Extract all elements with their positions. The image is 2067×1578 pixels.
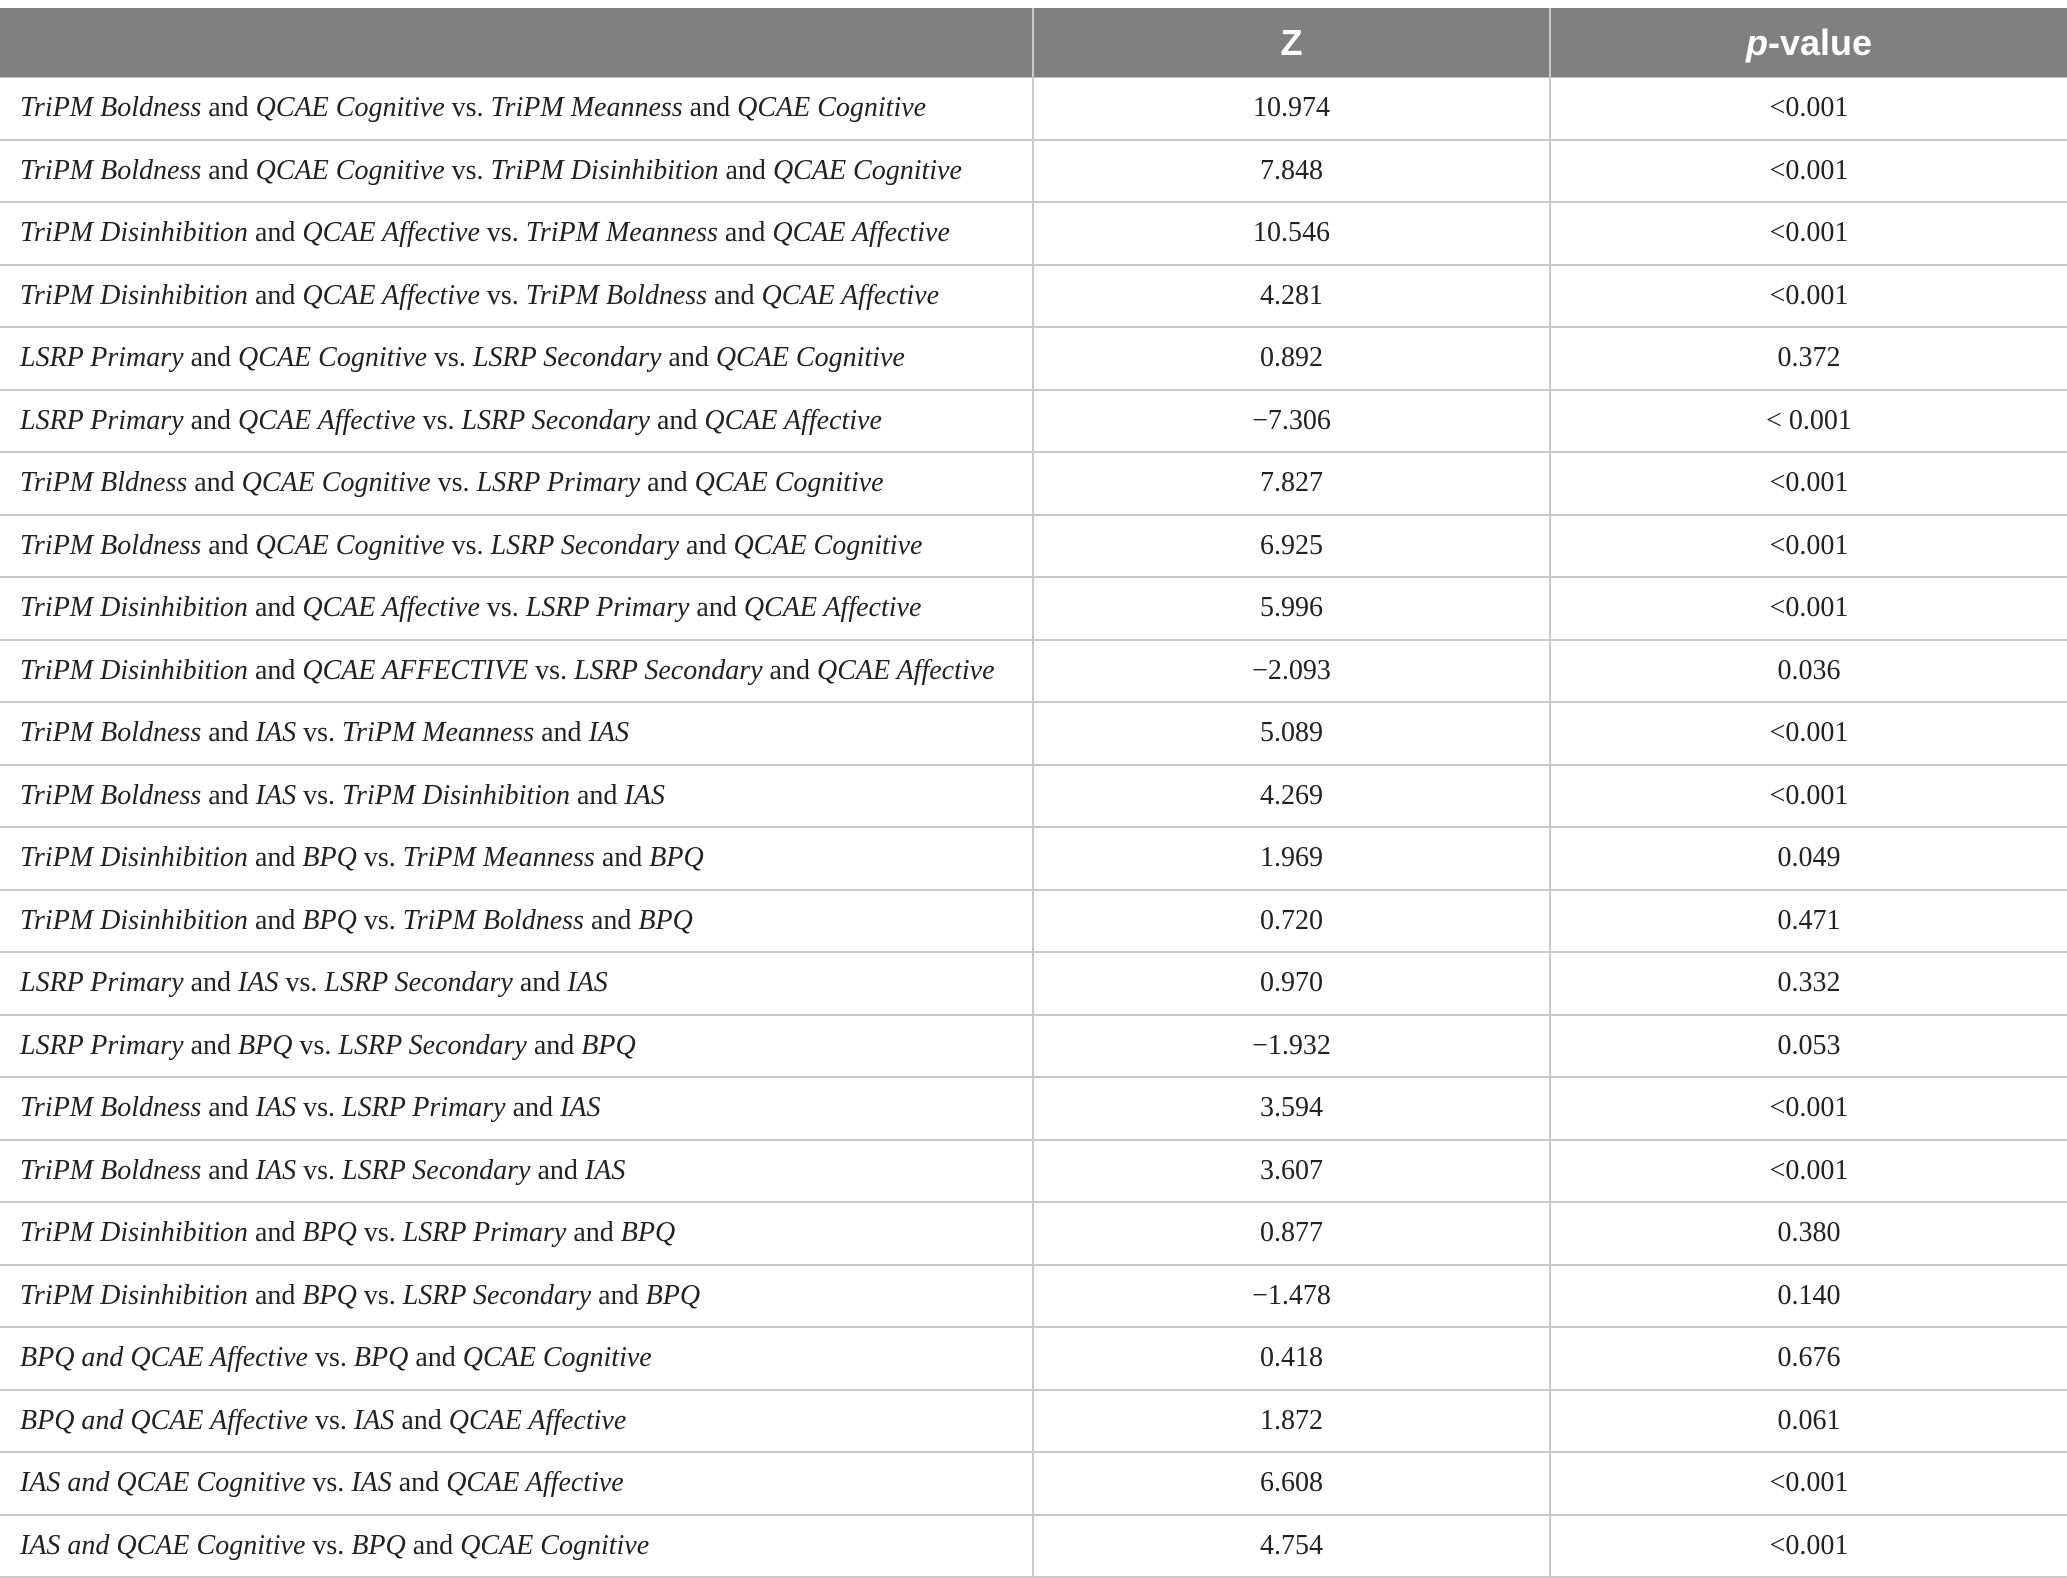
connector-text: and: [526, 1029, 582, 1061]
connector-text: and: [762, 654, 817, 686]
measure-name: TriPM Boldness: [20, 779, 202, 811]
p-value-cell: 0.380: [1550, 1202, 2067, 1265]
connector-text: and: [530, 1154, 585, 1186]
measure-name: QCAE Cognitive: [241, 467, 431, 499]
p-value-cell: 0.372: [1550, 327, 2067, 390]
comparison-cell: [0, 952, 1033, 1015]
connector-text: and: [405, 1529, 461, 1561]
measure-name: QCAE Cognitive: [238, 342, 428, 374]
table-row: [0, 452, 2067, 515]
measure-name: QCAE Cognitive: [255, 529, 445, 561]
connector-text: and: [247, 217, 303, 249]
connector-text: and: [187, 467, 242, 499]
connector-text: and: [247, 904, 303, 936]
connector-text: vs.: [278, 967, 325, 999]
table-row: [0, 1327, 2067, 1390]
connector-text: and: [594, 842, 650, 874]
table-row: [0, 202, 2067, 265]
connector-text: vs.: [356, 904, 403, 936]
table-row: [0, 1515, 2067, 1578]
measure-name: LSRP Primary: [342, 1092, 506, 1124]
z-value-cell: 4.281: [1033, 265, 1550, 328]
comparison-cell: [0, 702, 1033, 765]
measure-name: TriPM Disinhibition: [20, 842, 248, 874]
header-z: Z: [1033, 8, 1550, 78]
connector-text: and: [505, 1092, 561, 1124]
measure-name: BPQ: [302, 1217, 357, 1249]
comparison-table-container: [0, 8, 2067, 1578]
p-value-cell: <0.001: [1550, 702, 2067, 765]
connector-text: vs.: [444, 92, 491, 124]
table-row: [0, 327, 2067, 390]
measure-name: LSRP Primary: [20, 967, 184, 999]
p-value-cell: 0.036: [1550, 640, 2067, 703]
z-value-cell: 5.089: [1033, 702, 1550, 765]
connector-text: and: [247, 1279, 303, 1311]
measure-name: BPQ: [302, 904, 357, 936]
measure-name: TriPM Boldness: [525, 279, 708, 311]
connector-text: and: [707, 279, 762, 311]
comparison-cell: [0, 1515, 1033, 1578]
comparison-cell: [0, 140, 1033, 203]
z-value-cell: 7.827: [1033, 452, 1550, 515]
connector-text: and: [391, 1467, 447, 1499]
measure-name: LSRP Primary: [476, 467, 641, 499]
z-value-cell: 0.720: [1033, 890, 1550, 953]
connector-text: vs.: [292, 1029, 339, 1061]
comparison-cell: [0, 1452, 1033, 1515]
comparison-cell: [0, 1015, 1033, 1078]
comparison-cell: [0, 1390, 1033, 1453]
measure-name: QCAE Affective: [743, 592, 922, 624]
measure-name: QCAE Affective: [302, 592, 480, 624]
connector-text: and: [247, 279, 303, 311]
table-body: [0, 78, 2067, 1578]
measure-name: BPQ: [620, 1217, 676, 1249]
measure-name: TriPM Bldness: [20, 467, 188, 499]
comparison-cell: [0, 1202, 1033, 1265]
connector-text: and: [201, 717, 256, 749]
connector-text: and: [689, 592, 744, 624]
connector-text: and: [717, 217, 773, 249]
comparison-cell: [0, 390, 1033, 453]
p-value-cell: <0.001: [1550, 1515, 2067, 1578]
measure-name: IAS and QCAE Cognitive: [20, 1529, 306, 1561]
z-value-cell: 4.269: [1033, 765, 1550, 828]
p-value-cell: 0.676: [1550, 1327, 2067, 1390]
measure-name: IAS: [238, 967, 279, 999]
comparison-cell: [0, 327, 1033, 390]
measure-name: BPQ: [581, 1029, 636, 1061]
p-value-cell: <0.001: [1550, 140, 2067, 203]
p-value-cell: <0.001: [1550, 1077, 2067, 1140]
comparison-cell: [0, 765, 1033, 828]
connector-text: vs.: [307, 1342, 354, 1374]
measure-name: IAS: [584, 1154, 626, 1186]
measure-name: TriPM Boldness: [20, 1154, 202, 1186]
measure-name: LSRP Primary: [20, 404, 184, 436]
measure-name: LSRP Secondary: [472, 342, 662, 374]
comparison-table: [0, 8, 2067, 1578]
measure-name: QCAE Affective: [704, 404, 882, 436]
measure-name: IAS: [624, 779, 665, 811]
measure-name: TriPM Meanness: [525, 217, 718, 249]
measure-name: BPQ: [649, 842, 704, 874]
connector-text: vs.: [305, 1529, 352, 1561]
connector-text: and: [408, 1342, 463, 1374]
measure-name: BPQ: [302, 1279, 357, 1311]
table-row: [0, 140, 2067, 203]
measure-name: TriPM Meanness: [402, 842, 595, 874]
z-value-cell: 0.877: [1033, 1202, 1550, 1265]
measure-name: TriPM Boldness: [20, 717, 202, 749]
connector-text: vs.: [296, 779, 343, 811]
comparison-cell: [0, 78, 1033, 140]
z-value-cell: 0.970: [1033, 952, 1550, 1015]
connector-text: and: [247, 842, 303, 874]
connector-text: and: [569, 779, 625, 811]
p-value-cell: 0.053: [1550, 1015, 2067, 1078]
connector-text: and: [566, 1217, 621, 1249]
header-comparison: [0, 8, 1033, 78]
measure-name: IAS: [255, 779, 297, 811]
measure-name: LSRP Primary: [402, 1217, 567, 1249]
connector-text: and: [640, 467, 695, 499]
measure-name: QCAE Affective: [302, 279, 480, 311]
table-row: [0, 1265, 2067, 1328]
header-p-italic: p: [1745, 21, 1768, 63]
table-row: [0, 1390, 2067, 1453]
measure-name: TriPM Disinhibition: [20, 904, 248, 936]
p-value-cell: 0.140: [1550, 1265, 2067, 1328]
measure-name: TriPM Meanness: [490, 92, 683, 124]
p-value-cell: <0.001: [1550, 1140, 2067, 1203]
p-value-cell: 0.049: [1550, 827, 2067, 890]
connector-text: and: [201, 154, 256, 186]
measure-name: TriPM Boldness: [20, 1092, 202, 1124]
table-row: [0, 577, 2067, 640]
measure-name: QCAE Affective: [448, 1404, 627, 1436]
p-value-cell: <0.001: [1550, 265, 2067, 328]
table-header: [0, 8, 2067, 78]
measure-name: TriPM Boldness: [20, 92, 202, 124]
connector-text: and: [247, 654, 303, 686]
measure-name: QCAE Affective: [761, 279, 940, 311]
connector-text: and: [201, 1154, 256, 1186]
connector-text: and: [682, 92, 738, 124]
connector-text: vs.: [479, 217, 526, 249]
measure-name: TriPM Boldness: [402, 904, 584, 936]
comparison-cell: [0, 1140, 1033, 1203]
measure-name: QCAE Cognitive: [255, 154, 445, 186]
measure-name: BPQ: [645, 1279, 701, 1311]
measure-name: TriPM Disinhibition: [20, 592, 248, 624]
measure-name: QCAE Cognitive: [737, 92, 927, 124]
connector-text: and: [183, 404, 239, 436]
header-p-rest: -value: [1767, 21, 1873, 63]
measure-name: BPQ: [351, 1529, 406, 1561]
comparison-cell: [0, 640, 1033, 703]
connector-text: vs.: [444, 529, 491, 561]
header-p-value: [1550, 8, 2067, 78]
connector-text: and: [201, 92, 256, 124]
z-value-cell: 10.974: [1033, 78, 1550, 140]
comparison-cell: [0, 265, 1033, 328]
p-value-cell: <0.001: [1550, 78, 2067, 140]
measure-name: TriPM Disinhibition: [20, 279, 248, 311]
comparison-cell: [0, 890, 1033, 953]
comparison-cell: [0, 1327, 1033, 1390]
table-row: [0, 952, 2067, 1015]
measure-name: TriPM Disinhibition: [342, 779, 570, 811]
measure-name: TriPM Disinhibition: [490, 154, 719, 186]
table-row: [0, 890, 2067, 953]
measure-name: QCAE Cognitive: [715, 342, 905, 374]
measure-name: LSRP Secondary: [342, 1154, 531, 1186]
connector-text: vs.: [296, 1092, 343, 1124]
p-value-cell: 0.332: [1550, 952, 2067, 1015]
table-row: [0, 640, 2067, 703]
z-value-cell: 3.594: [1033, 1077, 1550, 1140]
connector-text: and: [201, 779, 256, 811]
z-value-cell: 5.996: [1033, 577, 1550, 640]
measure-name: IAS: [351, 1467, 392, 1499]
z-value-cell: 3.607: [1033, 1140, 1550, 1203]
connector-text: and: [583, 904, 639, 936]
table-row: [0, 390, 2067, 453]
measure-name: LSRP Primary: [525, 592, 690, 624]
measure-name: LSRP Secondary: [574, 654, 763, 686]
z-value-cell: 0.892: [1033, 327, 1550, 390]
measure-name: LSRP Secondary: [461, 404, 650, 436]
z-value-cell: −7.306: [1033, 390, 1550, 453]
measure-name: QCAE Cognitive: [694, 467, 884, 499]
z-value-cell: −1.478: [1033, 1265, 1550, 1328]
measure-name: QCAE Cognitive: [460, 1529, 650, 1561]
measure-name: TriPM Disinhibition: [20, 1279, 248, 1311]
connector-text: and: [201, 1092, 256, 1124]
connector-text: and: [718, 154, 773, 186]
connector-text: vs.: [479, 279, 526, 311]
measure-name: IAS: [255, 1092, 297, 1124]
comparison-cell: [0, 202, 1033, 265]
z-value-cell: 1.872: [1033, 1390, 1550, 1453]
connector-text: vs.: [356, 1217, 403, 1249]
measure-name: BPQ: [638, 904, 693, 936]
comparison-cell: [0, 827, 1033, 890]
comparison-cell: [0, 452, 1033, 515]
measure-name: IAS: [353, 1404, 395, 1436]
measure-name: QCAE AFFECTIVE: [302, 654, 529, 686]
connector-text: vs.: [356, 842, 403, 874]
table-row: [0, 265, 2067, 328]
connector-text: and: [679, 529, 734, 561]
connector-text: vs.: [430, 467, 477, 499]
z-value-cell: 6.608: [1033, 1452, 1550, 1515]
p-value-cell: <0.001: [1550, 452, 2067, 515]
measure-name: TriPM Meanness: [342, 717, 535, 749]
measure-name: IAS: [567, 967, 608, 999]
connector-text: vs.: [528, 654, 575, 686]
measure-name: QCAE Affective: [772, 217, 950, 249]
connector-text: and: [201, 529, 256, 561]
measure-name: LSRP Secondary: [338, 1029, 527, 1061]
measure-name: TriPM Boldness: [20, 529, 202, 561]
connector-text: vs.: [356, 1279, 403, 1311]
table-row: [0, 1202, 2067, 1265]
measure-name: TriPM Boldness: [20, 154, 202, 186]
measure-name: QCAE Affective: [302, 217, 480, 249]
z-value-cell: −2.093: [1033, 640, 1550, 703]
p-value-cell: <0.001: [1550, 765, 2067, 828]
connector-text: and: [512, 967, 568, 999]
measure-name: BPQ: [238, 1029, 293, 1061]
p-value-cell: 0.061: [1550, 1390, 2067, 1453]
connector-text: vs.: [296, 717, 343, 749]
measure-name: TriPM Disinhibition: [20, 654, 248, 686]
measure-name: QCAE Cognitive: [255, 92, 445, 124]
connector-text: vs.: [444, 154, 491, 186]
connector-text: vs.: [307, 1404, 354, 1436]
p-value-cell: < 0.001: [1550, 390, 2067, 453]
measure-name: LSRP Secondary: [490, 529, 680, 561]
measure-name: TriPM Disinhibition: [20, 217, 248, 249]
table-row: [0, 1140, 2067, 1203]
comparison-cell: [0, 1265, 1033, 1328]
measure-name: IAS: [560, 1092, 601, 1124]
p-value-cell: <0.001: [1550, 1452, 2067, 1515]
measure-name: IAS: [588, 717, 629, 749]
z-value-cell: 0.418: [1033, 1327, 1550, 1390]
table-row: [0, 1015, 2067, 1078]
table-row: [0, 702, 2067, 765]
connector-text: vs.: [479, 592, 526, 624]
connector-text: and: [247, 592, 303, 624]
table-row: [0, 78, 2067, 140]
table-row: [0, 515, 2067, 578]
comparison-cell: [0, 577, 1033, 640]
connector-text: and: [394, 1404, 449, 1436]
connector-text: and: [247, 1217, 303, 1249]
measure-name: LSRP Secondary: [324, 967, 513, 999]
p-value-cell: <0.001: [1550, 515, 2067, 578]
p-value-cell: <0.001: [1550, 202, 2067, 265]
p-value-cell: 0.471: [1550, 890, 2067, 953]
connector-text: and: [661, 342, 716, 374]
z-value-cell: 4.754: [1033, 1515, 1550, 1578]
comparison-cell: [0, 515, 1033, 578]
table-row: [0, 827, 2067, 890]
connector-text: and: [183, 342, 239, 374]
measure-name: IAS: [255, 717, 297, 749]
measure-name: TriPM Disinhibition: [20, 1217, 248, 1249]
connector-text: vs.: [305, 1467, 352, 1499]
table-row: [0, 1452, 2067, 1515]
table-row: [0, 1077, 2067, 1140]
connector-text: and: [183, 1029, 239, 1061]
measure-name: BPQ and QCAE Affective: [20, 1404, 308, 1436]
measure-name: LSRP Primary: [20, 1029, 184, 1061]
connector-text: and: [534, 717, 589, 749]
z-value-cell: 6.925: [1033, 515, 1550, 578]
connector-text: and: [591, 1279, 646, 1311]
measure-name: BPQ: [302, 842, 357, 874]
connector-text: vs.: [296, 1154, 343, 1186]
measure-name: LSRP Secondary: [402, 1279, 592, 1311]
measure-name: IAS and QCAE Cognitive: [20, 1467, 306, 1499]
measure-name: LSRP Primary: [20, 342, 184, 374]
measure-name: QCAE Cognitive: [462, 1342, 652, 1374]
measure-name: QCAE Affective: [816, 654, 995, 686]
p-value-cell: <0.001: [1550, 577, 2067, 640]
measure-name: QCAE Cognitive: [772, 154, 962, 186]
z-value-cell: −1.932: [1033, 1015, 1550, 1078]
z-value-cell: 10.546: [1033, 202, 1550, 265]
comparison-cell: [0, 1077, 1033, 1140]
measure-name: QCAE Cognitive: [733, 529, 923, 561]
measure-name: BPQ and QCAE Affective: [20, 1342, 308, 1374]
measure-name: QCAE Affective: [446, 1467, 624, 1499]
measure-name: QCAE Affective: [238, 404, 416, 436]
measure-name: IAS: [255, 1154, 297, 1186]
header-row: [0, 8, 2067, 78]
z-value-cell: 7.848: [1033, 140, 1550, 203]
measure-name: BPQ: [353, 1342, 409, 1374]
z-value-cell: 1.969: [1033, 827, 1550, 890]
table-row: [0, 765, 2067, 828]
connector-text: and: [649, 404, 705, 436]
connector-text: vs.: [415, 404, 462, 436]
connector-text: and: [183, 967, 239, 999]
connector-text: vs.: [427, 342, 473, 374]
